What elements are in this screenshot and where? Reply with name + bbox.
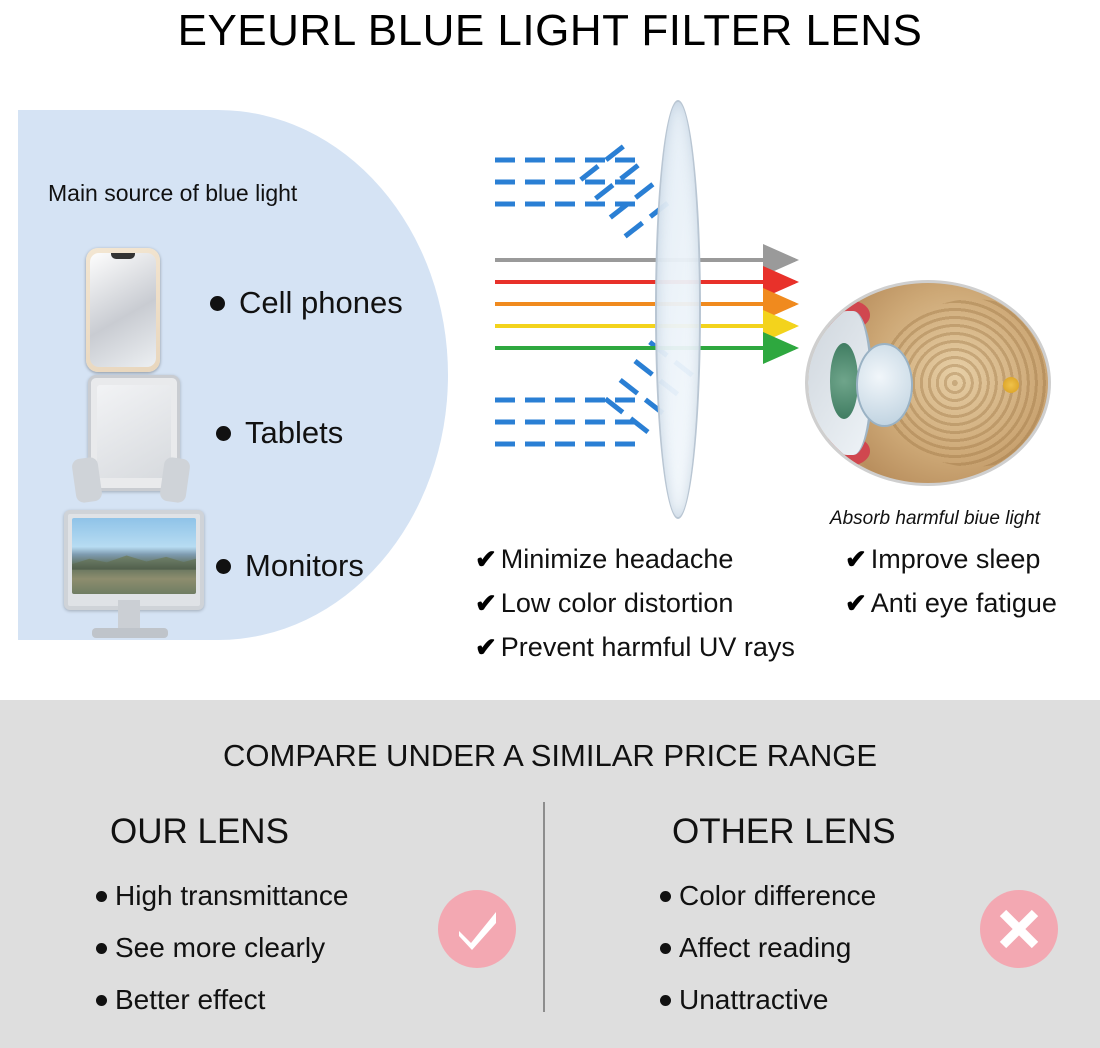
blue-light-filter-lens — [655, 100, 701, 519]
bullet-icon — [96, 943, 107, 954]
bullet-icon — [216, 559, 231, 574]
smartphone-icon — [86, 248, 160, 372]
our-lens-item — [96, 984, 265, 1016]
bullet-icon — [96, 995, 107, 1006]
benefit-label: Minimize headache — [500, 544, 734, 574]
column-divider — [543, 802, 545, 1012]
check-icon: ✔ — [845, 588, 867, 618]
lens-ray-diagram — [455, 100, 815, 530]
bullet-icon — [660, 891, 671, 902]
check-icon — [451, 903, 503, 955]
our-lens-item-label: High transmittance — [115, 880, 349, 911]
benefit-label: Low color distortion — [500, 588, 734, 618]
benefit-item — [845, 588, 1057, 619]
bullet-icon — [96, 891, 107, 902]
bullet-icon — [660, 995, 671, 1006]
other-lens-item-label: Color difference — [679, 880, 877, 911]
our-lens-item-label: Better effect — [115, 984, 266, 1015]
our-lens-item — [96, 932, 325, 964]
check-icon: ✔ — [845, 544, 867, 574]
other-lens-item-label: Unattractive — [679, 984, 829, 1015]
benefits-list — [455, 530, 1085, 670]
our-lens-heading: OUR LENS — [110, 812, 289, 851]
tablet-screen — [97, 385, 171, 478]
our-lens-item — [96, 880, 348, 912]
source-item-cell-phones — [210, 285, 403, 321]
bullet-icon — [210, 296, 225, 311]
benefit-label: Improve sleep — [870, 544, 1041, 574]
close-icon — [995, 905, 1043, 953]
benefit-label: Prevent harmful UV rays — [500, 632, 795, 662]
benefit-item — [475, 544, 733, 575]
blue-light-source-title: Main source of blue light — [48, 180, 298, 206]
our-lens-item-label: See more clearly — [115, 932, 326, 963]
source-item-monitors — [216, 548, 364, 584]
upper-panel — [0, 70, 1100, 690]
check-icon: ✔ — [475, 544, 497, 574]
page-title: EYEURL BLUE LIGHT FILTER LENS — [177, 6, 923, 55]
smartphone-screen — [90, 253, 156, 367]
cross-badge — [980, 890, 1058, 968]
comparison-panel — [0, 698, 1100, 1048]
source-item-tablets — [216, 415, 343, 451]
benefit-label: Anti eye fatigue — [870, 588, 1057, 618]
benefit-item — [845, 544, 1040, 575]
other-lens-item — [660, 984, 828, 1016]
monitor-stand-base — [92, 628, 168, 638]
eyeball-shape — [805, 280, 1051, 486]
desktop-monitor-icon — [64, 510, 204, 610]
eye-anatomy-illustration — [795, 270, 1055, 500]
monitor-stand-neck — [118, 600, 140, 630]
eye-caption: Absorb harmful biue light — [829, 508, 1041, 529]
source-item-label: Tablets — [245, 415, 344, 450]
other-lens-item — [660, 880, 876, 912]
source-item-label: Cell phones — [239, 285, 403, 320]
check-icon: ✔ — [475, 632, 497, 662]
other-lens-item-label: Affect reading — [679, 932, 852, 963]
comparison-title: COMPARE UNDER A SIMILAR PRICE RANGE — [223, 738, 877, 773]
ray-lines-svg — [455, 100, 815, 530]
benefit-item — [475, 588, 733, 619]
other-lens-heading: OTHER LENS — [672, 812, 896, 851]
other-lens-item — [660, 932, 851, 964]
eye-lens-shape — [856, 343, 913, 427]
bullet-icon — [216, 426, 231, 441]
iris-shape — [830, 343, 859, 419]
monitor-screen — [72, 518, 196, 594]
smartphone-notch — [111, 253, 135, 259]
check-badge — [438, 890, 516, 968]
source-item-label: Monitors — [245, 548, 364, 583]
benefit-item — [475, 632, 795, 663]
bullet-icon — [660, 943, 671, 954]
check-icon: ✔ — [475, 588, 497, 618]
